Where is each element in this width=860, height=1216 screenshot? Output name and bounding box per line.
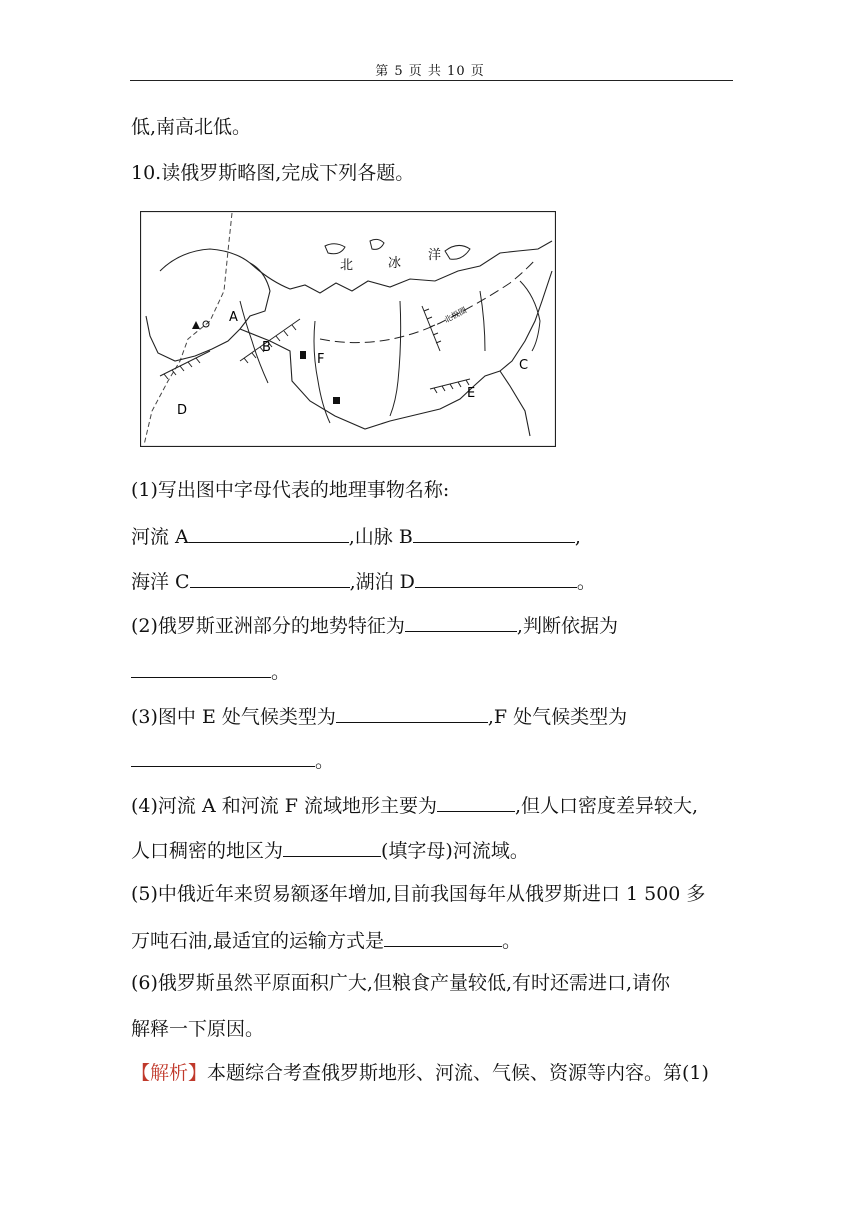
answer-blank-basis[interactable] — [131, 657, 271, 678]
q5-line-2 — [131, 926, 521, 954]
analysis-tag: 【解析】 — [131, 1062, 208, 1084]
answer-blank-transport[interactable] — [384, 926, 502, 947]
q3-line-1 — [131, 702, 627, 730]
q4-text-b: ,但人口密度差异较大, — [514, 795, 699, 817]
q4-text-d: (填字母)河流域。 — [381, 840, 529, 862]
q2-line-2 — [131, 657, 290, 685]
q3-end: 。 — [315, 750, 335, 772]
q3-text-a: (3)图中 E 处气候类型为 — [131, 706, 336, 728]
q3-text-b: ,F 处气候类型为 — [487, 706, 628, 728]
q2-line-1 — [131, 611, 618, 639]
answer-blank-dense-area[interactable] — [283, 836, 381, 857]
q2-end: 。 — [271, 661, 291, 683]
q1-intro: (1)写出图中字母代表的地理事物名称: — [131, 479, 450, 501]
q4-line-1 — [131, 791, 698, 819]
q5-line-1: (5)中俄近年来贸易额逐年增加,目前我国每年从俄罗斯进口 1 500 多 — [131, 883, 706, 905]
ocean-label-3: 洋 — [428, 248, 442, 263]
page-header: 第 5 页 共 10 页 — [375, 64, 485, 79]
answer-blank-terrain[interactable] — [405, 611, 517, 632]
label-D: D — [177, 403, 188, 418]
ocean-label-1: 北 — [340, 258, 354, 273]
text-line-1: 低,南高北低。 — [131, 116, 252, 138]
q6-line-2: 解释一下原因。 — [131, 1018, 265, 1040]
q3-line-2 — [131, 746, 334, 774]
q1-end1: , — [574, 526, 581, 548]
label-A: A — [229, 310, 238, 325]
q1-sep1: ,山脉 B — [348, 526, 413, 548]
answer-blank-lake-d[interactable] — [415, 567, 577, 588]
q6-line-1: (6)俄罗斯虽然平原面积广大,但粮食产量较低,有时还需进口,请你 — [131, 972, 671, 994]
analysis-text: 本题综合考查俄罗斯地形、河流、气候、资源等内容。第(1) — [207, 1062, 709, 1084]
ocean-label-2: 冰 — [388, 256, 402, 271]
label-B: B — [262, 340, 271, 355]
q2-text-a: (2)俄罗斯亚洲部分的地势特征为 — [131, 615, 405, 637]
answer-blank-mountain-b[interactable] — [413, 522, 575, 543]
q2-text-b: ,判断依据为 — [516, 615, 618, 637]
arctic-circle-label: 北极圈 — [442, 305, 469, 325]
q1-sep2: ,湖泊 D — [349, 571, 415, 593]
q4-text-a: (4)河流 A 和河流 F 流域地形主要为 — [131, 795, 437, 817]
answer-blank-sea-c[interactable] — [190, 567, 350, 588]
q1-sea-label: 海洋 C — [131, 571, 190, 593]
q1-end2: 。 — [576, 571, 596, 593]
q4-text-c: 人口稠密的地区为 — [131, 840, 284, 862]
answer-blank-river-a[interactable] — [189, 522, 349, 543]
q5-text-b: 万吨石油,最适宜的运输方式是 — [131, 930, 385, 952]
label-F: F — [317, 352, 325, 367]
q5-end: 。 — [502, 930, 522, 952]
answer-blank-climate-e[interactable] — [336, 702, 488, 723]
label-C: C — [519, 358, 529, 373]
answer-blank-climate-f[interactable] — [131, 746, 315, 767]
q1-line-2 — [131, 567, 596, 595]
question-10-title: 10.读俄罗斯略图,完成下列各题。 — [131, 162, 415, 184]
q1-river-label: 河流 A — [131, 526, 189, 548]
answer-blank-landform[interactable] — [437, 791, 515, 812]
russia-map — [140, 211, 556, 447]
header-rule — [130, 80, 733, 81]
label-E: E — [467, 386, 476, 401]
q4-line-2 — [131, 836, 529, 864]
analysis-line — [131, 1060, 709, 1086]
q1-line-1 — [131, 522, 581, 550]
